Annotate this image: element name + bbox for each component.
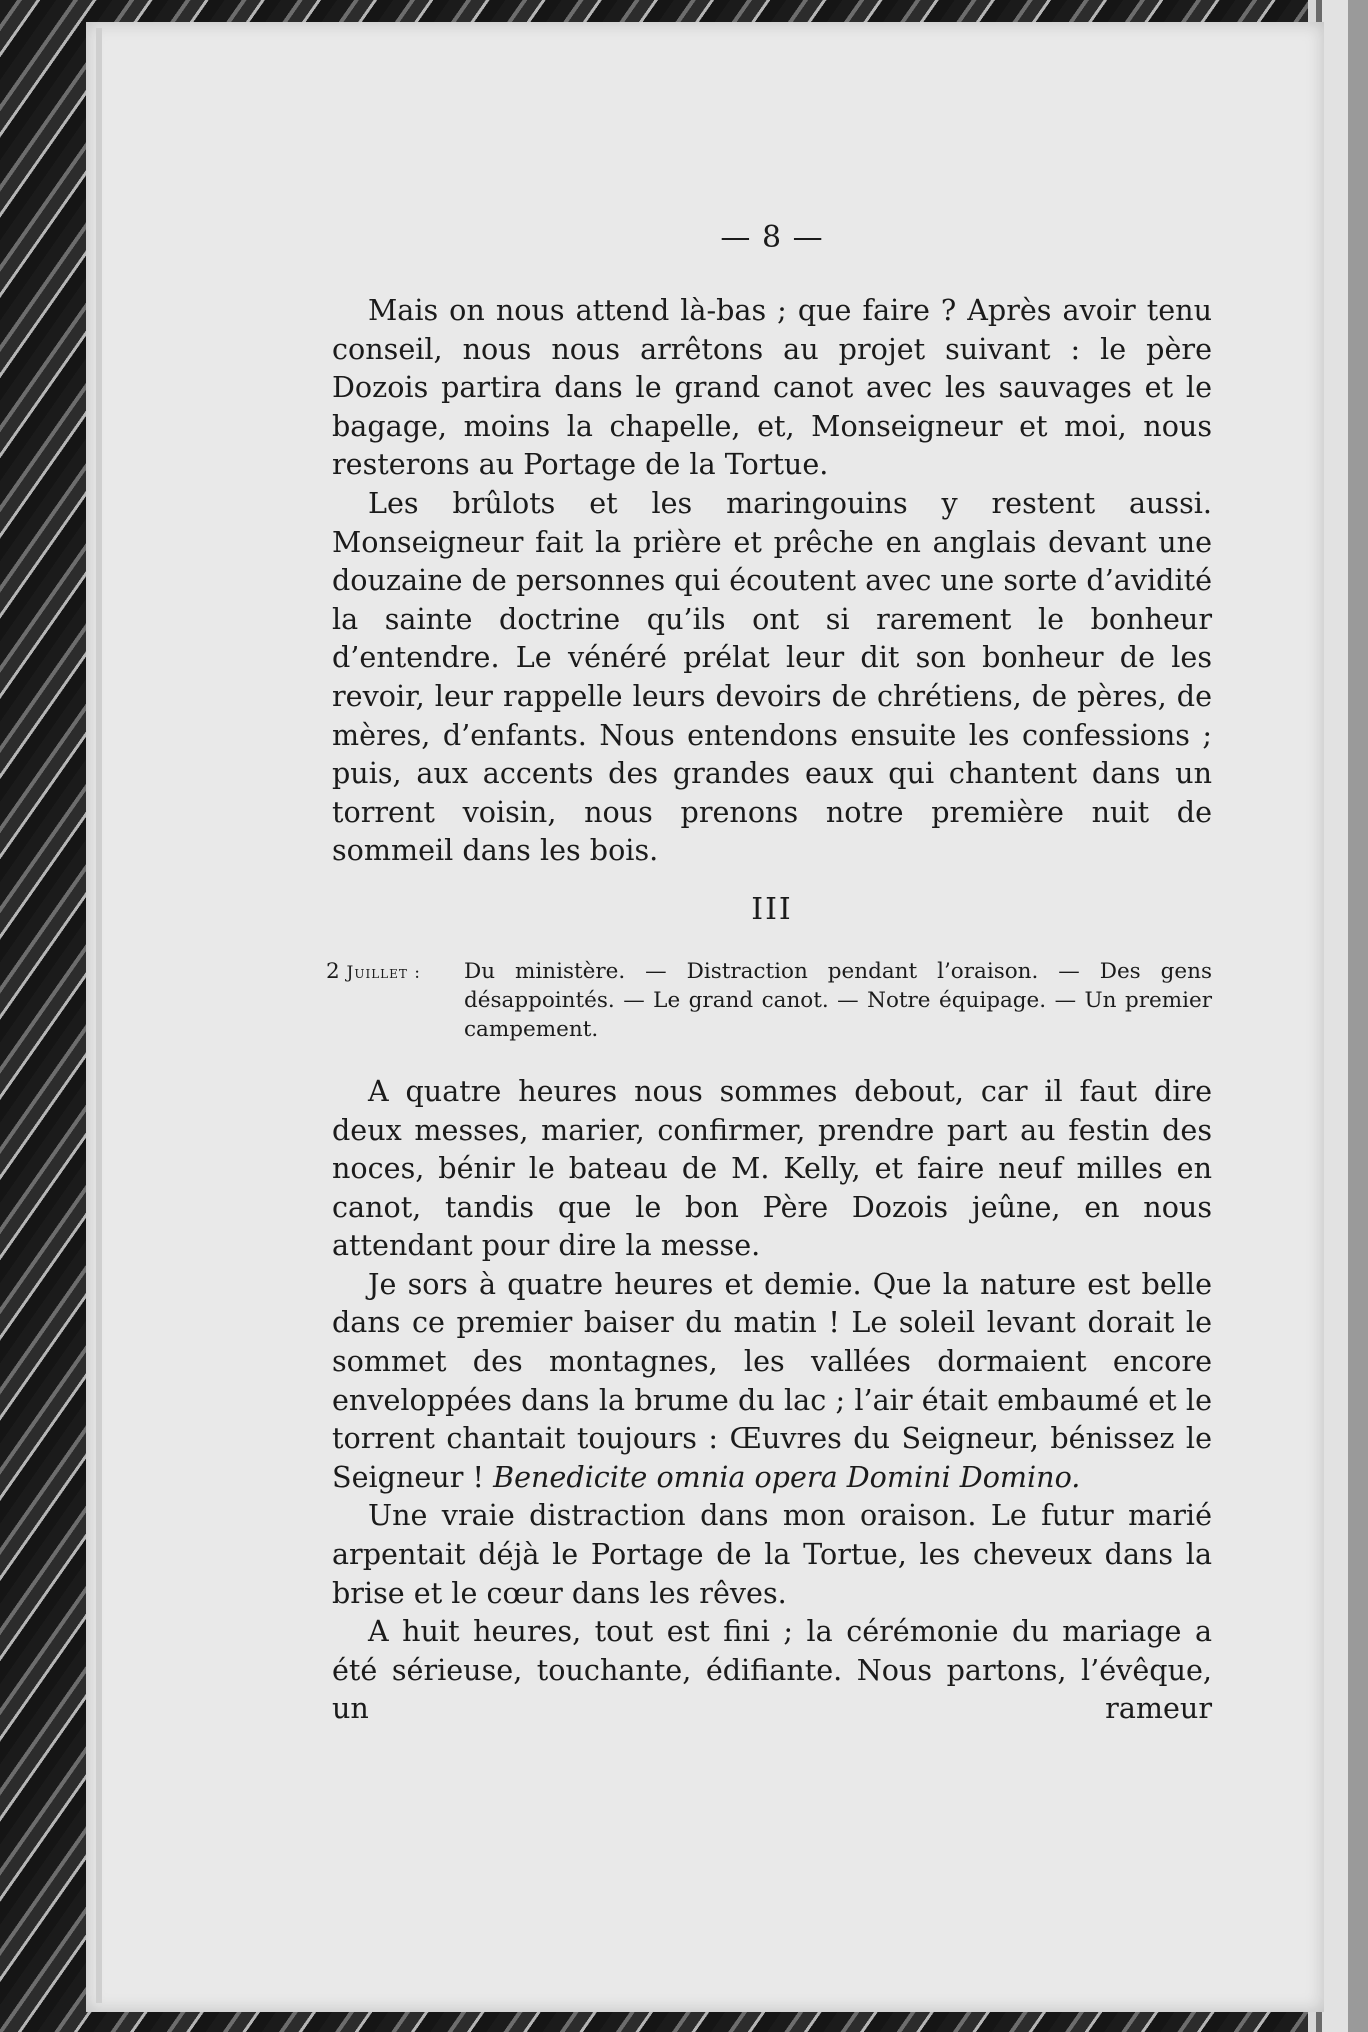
page-number: — 8 — <box>720 220 824 255</box>
paragraph-5: Une vraie distraction dans mon oraison. Le futur marié arpentait déjà le Portage de la Tortue, les cheveux dans la brise et le cœur dans les rêves. <box>332 1498 1212 1610</box>
paragraph-4 <box>332 1265 1212 1497</box>
latin-quote: Benedicite omnia opera Domini Domino. <box>493 1459 1081 1494</box>
section-heading: III <box>751 891 793 927</box>
summary-date-month: Juillet : <box>346 962 422 983</box>
page-gutter <box>96 28 102 2003</box>
paragraph-1: Mais on nous attend là-bas ; que faire ? Après avoir tenu conseil, nous nous arrêtons au projet suivant : le père Dozois partira dans le grand canot avec les sauvages et le bagage, moins la chapelle, et, Monseigneur et moi, nous resterons au Portage de la Tortue. <box>332 293 1212 482</box>
summary-date-day: 2 <box>326 958 340 984</box>
paragraph-2: Les brûlots et les maringouins y restent aussi. Monseigneur fait la prière et prêche en anglais devant une douzaine de personnes qui écoutent avec une sorte d’avidité la sainte doctrine qu’ils ont si rarement le bonheur d’entendre. Le vénéré prélat leur dit son bonheur de les revoir, leur rappelle leurs devoirs de chrétiens, de pères, de mères, d’enfants. Nous entendons ensuite les confessions ; puis, aux accents des grandes eaux qui chantent dans un torrent voisin, nous prenons notre première nuit de sommeil dans les bois. <box>332 485 1212 868</box>
summary-text: Du ministère. — Distraction pendant l’oraison. — Des gens désappointés. — Le grand canot. — Notre équipage. — Un premier campement. <box>464 958 1212 1042</box>
chapter-summary <box>326 957 1212 1044</box>
page-content <box>326 220 1212 1728</box>
paragraph-6: A huit heures, tout est fini ; la cérémonie du mariage a été sérieuse, touchante, édifiante. Nous partons, l’évêque, un rameur <box>332 1614 1212 1726</box>
paragraph-4-text: Je sors à quatre heures et demie. Que la nature est belle dans ce premier baiser du matin ! Le soleil levant dorait le sommet des montagnes, les vallées dormaient encore enveloppées dans la brume du lac ; l’air était embaumé et le torrent chantait toujours : Œuvres du Seigneur, bénissez le Seigneur ! <box>332 1266 1212 1494</box>
summary-date <box>326 957 421 988</box>
paragraph-3: A quatre heures nous sommes debout, car il faut dire deux messes, marier, confirmer, prendre part au festin des noces, bénir le bateau de M. Kelly, et faire neuf milles en canot, tandis que le bon Père Dozois jeûne, en nous attendant pour dire la messe. <box>332 1073 1212 1263</box>
